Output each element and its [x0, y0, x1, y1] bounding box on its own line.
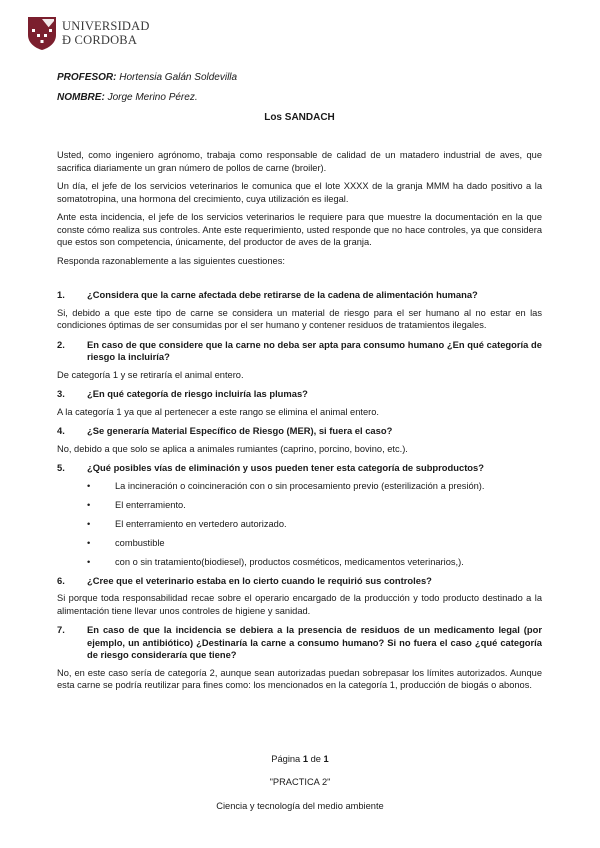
student-line — [57, 92, 542, 103]
bullet-icon: • — [87, 518, 91, 529]
bullet-icon: • — [87, 537, 91, 548]
professor-line — [57, 72, 542, 83]
question-number: 2. — [57, 338, 65, 350]
of-word: de — [310, 754, 321, 764]
name-label: NOMBRE: — [57, 92, 105, 103]
question-6 — [57, 575, 542, 588]
logo-line-1: UNIVERSIDAD — [62, 19, 150, 33]
question-number: 7. — [57, 624, 65, 635]
question-number: 6. — [57, 574, 65, 586]
question-text: En caso de que considere que la carne no deba ser apta para consumo humano ¿En qué categoría de riesgo la incluiría? — [87, 338, 542, 362]
list-item — [57, 556, 542, 568]
question-number: 5. — [57, 462, 65, 473]
logo-line-2: Ð CORDOBA — [62, 33, 138, 47]
answer-2: De categoría 1 y se retiraría el animal entero. — [57, 369, 244, 380]
bullet-icon: • — [87, 499, 91, 510]
page-word: Página — [271, 754, 301, 764]
university-logo — [27, 14, 150, 52]
list-item-text: La incineración o coincineración con o sin procesamiento previo (esterilización a presión). — [115, 480, 485, 491]
page-number — [0, 754, 600, 764]
university-crest-icon — [27, 15, 57, 51]
list-item — [57, 499, 542, 511]
bullet-icon: • — [87, 480, 91, 491]
intro-paragraph: Usted, como ingeniero agrónomo, trabaja como responsable de calidad de un matadero industrial de aves, que sacrifica diariamente un gran número de pollos de carne (broiler). — [57, 150, 542, 173]
question-text: ¿Se generaría Material Específico de Riesgo (MER), si fuera el caso? — [87, 425, 393, 436]
intro-paragraph: Un día, el jefe de los servicios veterinarios le comunica que el lote XXXX de la granja MMM ha dado positivo a la somatotropina, una hormona del crecimiento, cuya utilización es ilegal. — [57, 181, 542, 204]
question-text: En caso de que la incidencia se debiera a la presencia de residuos de un medicamento legal (por ejemplo, un antibiótico) ¿Destinaría la carne a consumo humano? Si no fuera el caso ¿qué categoría de riesgo consideraría que tiene? — [87, 624, 542, 660]
question-number: 1. — [57, 289, 65, 300]
professor-label: PROFESOR: — [57, 72, 117, 83]
page-total: 1 — [323, 754, 329, 764]
answer-5-list — [57, 480, 542, 568]
question-number: 4. — [57, 425, 65, 436]
university-name — [62, 19, 150, 47]
professor-name: Hortensia Galán Soldevilla — [119, 72, 238, 83]
question-2 — [57, 339, 542, 364]
list-item-text: El enterramiento en vertedero autorizado. — [115, 518, 287, 529]
question-7 — [57, 624, 542, 662]
intro-paragraph: Responda razonablemente a las siguientes cuestiones: — [57, 255, 285, 266]
subject-label: Ciencia y tecnología del medio ambiente — [216, 801, 384, 811]
page-current: 1 — [302, 754, 308, 764]
list-item-text: con o sin tratamiento(biodiesel), productos cosméticos, medicamentos veterinarios,). — [115, 556, 464, 567]
answer-4: No, debido a que solo se aplica a animales rumiantes (caprino, porcino, bovino, etc.). — [57, 443, 408, 454]
document-body — [57, 72, 542, 698]
list-item — [57, 518, 542, 530]
answer-7: No, en este caso sería de categoría 2, aunque sean autorizadas puedan sobrepasar los límites autorizados. Aunque esta carne se podría reutilizar para fines como: los mencionados en la categoría 1, producción de biogás o abonos. — [57, 667, 542, 690]
student-name: Jorge Merino Pérez. — [107, 92, 198, 103]
question-number: 3. — [57, 388, 65, 399]
answer-3: A la categoría 1 ya que al pertenecer a este rango se elimina el animal entero. — [57, 406, 379, 417]
list-item-text: combustible — [115, 537, 165, 548]
question-text: ¿Considera que la carne afectada debe retirarse de la cadena de alimentación humana? — [87, 289, 478, 300]
list-item — [57, 480, 542, 492]
question-text: ¿Cree que el veterinario estaba en lo cierto cuando le requirió sus controles? — [87, 574, 432, 586]
question-3 — [57, 388, 542, 401]
practice-label: "PRACTICA 2" — [269, 777, 331, 787]
question-4 — [57, 425, 542, 438]
bullet-icon: • — [87, 556, 91, 567]
list-item — [57, 537, 542, 549]
list-item-text: El enterramiento. — [115, 499, 186, 510]
answer-1: Si, debido a que este tipo de carne se considera un material de riesgo para el ser humano al no estar en las condiciones óptimas de ser consumidas por el ser humano y contener residuos de tratamientos ilegales. — [57, 307, 542, 330]
question-text: ¿Qué posibles vías de eliminación y usos pueden tener esta categoría de subproductos? — [87, 462, 484, 473]
question-text: ¿En qué categoría de riesgo incluiría las plumas? — [87, 388, 308, 399]
document-title: Los SANDACH — [264, 112, 335, 123]
answer-6: Si porque toda responsabilidad recae sobre el operario encargado de la producción y todo producto destinado a la alimentación tiene llevar unos controles de higiene y sanidad. — [57, 593, 542, 616]
question-5 — [57, 462, 542, 475]
question-1 — [57, 289, 542, 302]
intro-paragraph: Ante esta incidencia, el jefe de los servicios veterinarios le requiere para que muestre la documentación en la que conste cómo realiza sus controles. Ante este requerimiento, usted responde que no hace controles, ya que considera que estos son competencia, únicamente, del productor de aves de la granja. — [57, 212, 542, 247]
